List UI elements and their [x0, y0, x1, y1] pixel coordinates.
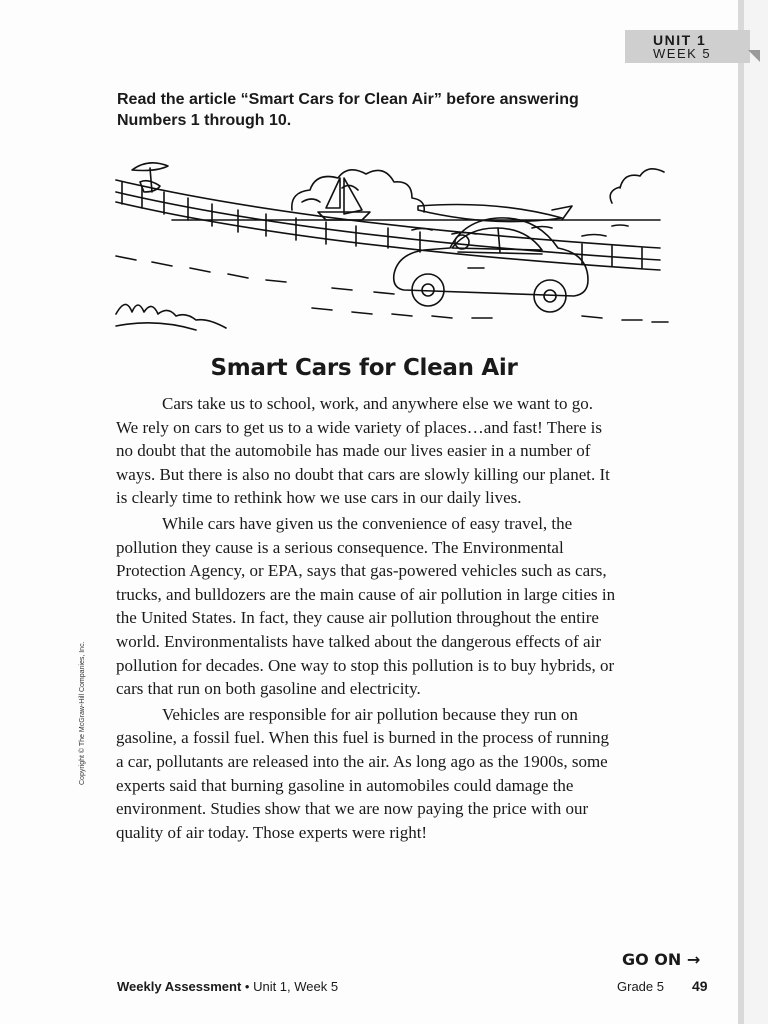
page-edge-shadow	[738, 0, 744, 1024]
article-paragraph: While cars have given us the convenience of easy travel, the pollution they cause is a serious consequence. The Environmental Protection Agency, or EPA, says that gas-powered vehicles such as cars, trucks, and bulldozers are the main cause of air pollution in large cities in the United States. In fact, they cause air pollution throughout the entire world. Environmentalists have talked about the dangerous effects of air pollution for decades. One way to stop this pollution is to buy hybrids, or cars that run on both gasoline and electricity.	[116, 513, 616, 699]
footer-assessment	[117, 979, 338, 994]
article-paragraph: Vehicles are responsible for air pollution because they run on gasoline, a fossil fuel. When this fuel is burned in the process of running a car, pollutants are released into the air. As long ago as the 1900s, some experts said that burning gasoline in automobiles could damage the environment. Studies show that we are now paying the price with our quality of air today. Those experts were right!	[116, 704, 610, 842]
article-title: Smart Cars for Clean Air	[210, 355, 518, 381]
instructions: Read the article “Smart Cars for Clean Air” before answering Numbers 1 through 10.	[117, 91, 579, 129]
article-body	[116, 392, 616, 846]
article-paragraph: Cars take us to school, work, and anywhere else we want to go. We rely on cars to get us to a wide variety of places…and fast! There is no doubt that the automobile has made our lives easier in a number of ways. But there is also no doubt that cars are slowly killing our planet. It is clearly time to rethink how we use cars in our daily lives.	[116, 394, 610, 508]
footer-assessment-title: Weekly Assessment	[117, 979, 242, 994]
footer-unit-week: • Unit 1, Week 5	[241, 979, 339, 994]
unit-label: UNIT 1	[653, 32, 707, 48]
unit-tab	[625, 30, 750, 63]
page-edge	[744, 0, 768, 1024]
car-illustration	[112, 148, 672, 338]
week-label: WEEK 5	[653, 46, 712, 61]
copyright-notice: Copyright © The McGraw-Hill Companies, Inc.	[79, 641, 86, 785]
footer-grade: Grade 5	[617, 979, 664, 994]
tab-fold	[748, 50, 760, 62]
page-number: 49	[692, 978, 708, 994]
go-on-label: GO ON →	[622, 950, 701, 969]
